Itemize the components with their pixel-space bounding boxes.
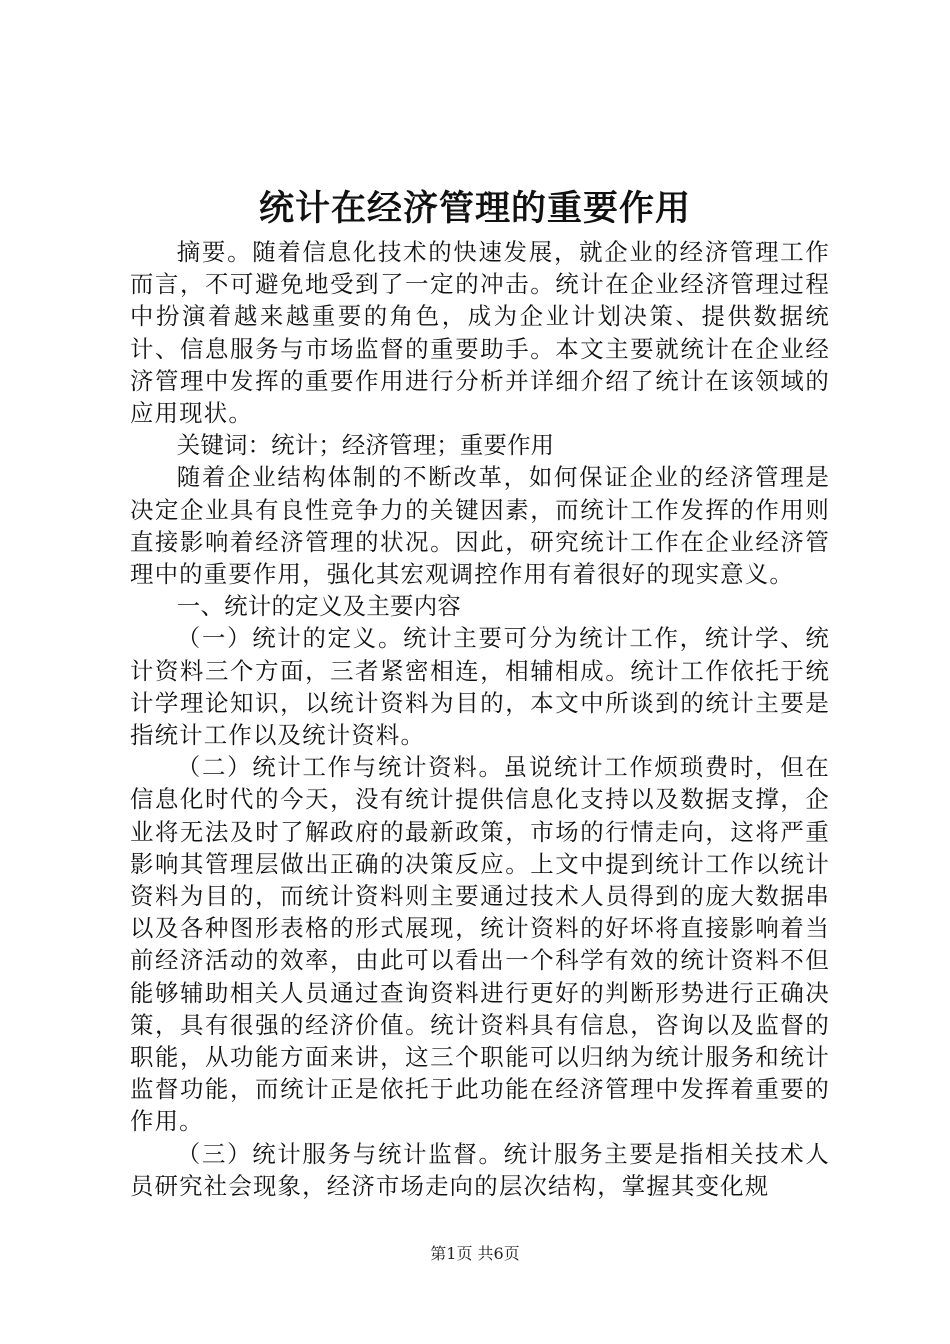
page-number: 第1页 共6页 bbox=[430, 1244, 520, 1263]
section-heading: 一、统计的定义及主要内容 bbox=[176, 592, 462, 621]
document-body bbox=[130, 236, 830, 1202]
subsection-paragraph: （三）统计服务与统计监督。统计服务主要是指相关技术人员研究社会现象，经济市场走向的层次结构，掌握其变化规 bbox=[130, 1139, 830, 1200]
intro-paragraph: 随着企业结构体制的不断改革，如何保证企业的经济管理是决定企业具有良性竞争力的关键因素，而统计工作发挥的作用则直接影响着经济管理的状况。因此，研究统计工作在企业经济管理中的重要作用，强化其宏观调控作用有着很好的现实意义。 bbox=[130, 463, 830, 589]
keywords-paragraph: 关键词：统计；经济管理；重要作用 bbox=[176, 431, 555, 460]
page-footer bbox=[0, 1242, 950, 1266]
subsection-paragraph: （一）统计的定义。统计主要可分为统计工作，统计学、统计资料三个方面，三者紧密相连，相辅相成。统计工作依托于统计学理论知识，以统计资料为目的，本文中所谈到的统计主要是指统计工作以及统计资料。 bbox=[130, 624, 830, 750]
subsection-paragraph: （二）统计工作与统计资料。虽说统计工作烦琐费时，但在信息化时代的今天，没有统计提供信息化支持以及数据支撑，企业将无法及时了解政府的最新政策，市场的行情走向，这将严重影响其管理层做出正确的决策反应。上文中提到统计工作以统计资料为目的，而统计资料则主要通过技术人员得到的庞大数据串以及各种图形表格的形式展现，统计资料的好坏将直接影响着当前经济活动的效率，由此可以看出一个科学有效的统计资料不但能够辅助相关人员通过查询资料进行更好的判断形势进行正确决策，具有很强的经济价值。统计资料具有信息，咨询以及监督的职能，从功能方面来讲，这三个职能可以归纳为统计服务和统计监督功能，而统计正是依托于此功能在经济管理中发挥着重要的作用。 bbox=[130, 753, 830, 1136]
document-title: 统计在经济管理的重要作用 bbox=[258, 188, 691, 229]
abstract-paragraph: 摘要。随着信息化技术的快速发展，就企业的经济管理工作而言，不可避免地受到了一定的冲击。统计在企业经济管理过程中扮演着越来越重要的角色，成为企业计划决策、提供数据统计、信息服务与市场监督的重要助手。本文主要就统计在企业经济管理中发挥的重要作用进行分析并详细介绍了统计在该领域的应用现状。 bbox=[130, 238, 830, 428]
